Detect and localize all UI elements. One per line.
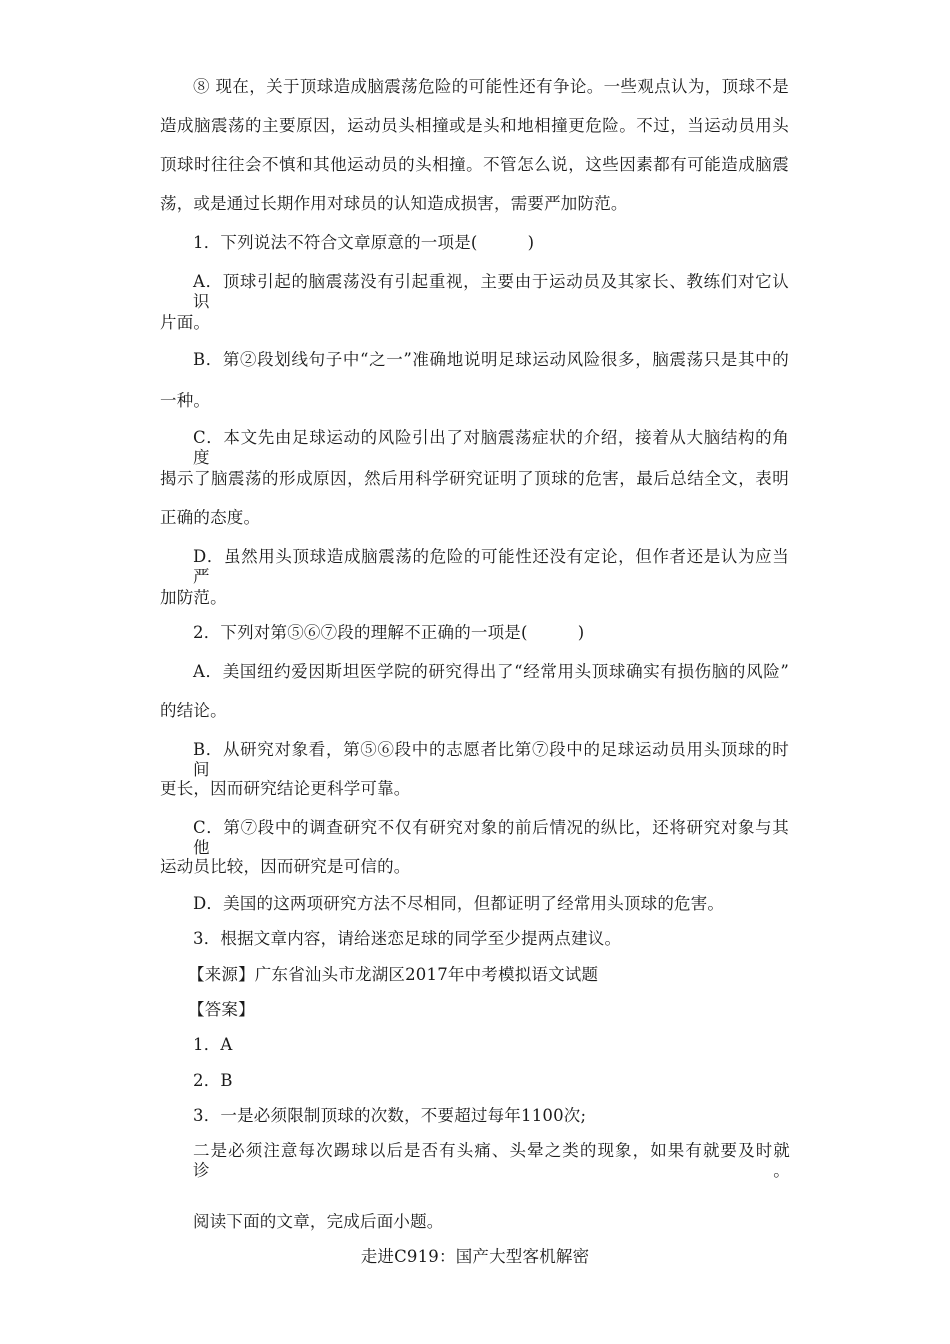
q2-option-a-line1: A．美国纽约爱因斯坦医学院的研究得出了“经常用头顶球确实有损伤脑的风险” bbox=[193, 662, 789, 681]
q1-option-b-line2: 一种。 bbox=[160, 391, 211, 410]
q1-option-a-line2: 片面。 bbox=[160, 313, 211, 332]
answer-3-line2: 二是必须注意每次踢球以后是否有头痛、头晕之类的现象，如果有就要及时就诊。 bbox=[193, 1141, 790, 1180]
article-title: 走进C919：国产大型客机解密 bbox=[360, 1247, 590, 1266]
reading-instruction: 阅读下面的文章，完成后面小题。 bbox=[193, 1212, 444, 1231]
answer-3-line1: 3．一是必须限制顶球的次数，不要超过每年1100次; bbox=[193, 1106, 587, 1125]
q2-option-c-line2: 运动员比较，因而研究是可信的。 bbox=[160, 857, 411, 876]
para8-line4: 荡，或是通过长期作用对球员的认知造成损害，需要严加防范。 bbox=[160, 194, 628, 213]
q2-option-b-line2: 更长，因而研究结论更科学可靠。 bbox=[160, 779, 411, 798]
question-1-stem: 1．下列说法不符合文章原意的一项是( ) bbox=[193, 233, 535, 252]
q1-option-c-line1: C．本文先由足球运动的风险引出了对脑震荡症状的介绍，接着从大脑结构的角度 bbox=[193, 428, 789, 467]
q1-option-d-line1: D．虽然用头顶球造成脑震荡的危险的可能性还没有定论，但作者还是认为应当严 bbox=[193, 547, 789, 586]
q1-option-a-line1: A．顶球引起的脑震荡没有引起重视，主要由于运动员及其家长、教练们对它认识 bbox=[193, 272, 789, 311]
para8-line3: 顶球时往往会不慎和其他运动员的头相撞。不管怎么说，这些因素都有可能造成脑震 bbox=[160, 155, 789, 174]
answer-1: 1．A bbox=[193, 1035, 233, 1054]
answer-2: 2．B bbox=[193, 1071, 233, 1090]
question-2-stem: 2．下列对第⑤⑥⑦段的理解不正确的一项是( ) bbox=[193, 623, 585, 642]
q2-option-b-line1: B．从研究对象看，第⑤⑥段中的志愿者比第⑦段中的足球运动员用头顶球的时间 bbox=[193, 740, 789, 779]
para8-line1: ⑧ 现在，关于顶球造成脑震荡危险的可能性还有争论。一些观点认为，顶球不是 bbox=[193, 77, 789, 96]
q2-option-d: D．美国的这两项研究方法不尽相同，但都证明了经常用头顶球的危害。 bbox=[193, 894, 725, 913]
q2-option-c-line1: C．第⑦段中的调查研究不仅有研究对象的前后情况的纵比，还将研究对象与其他 bbox=[193, 818, 789, 857]
answer-header: 【答案】 bbox=[188, 1000, 255, 1019]
q1-option-c-line3: 正确的态度。 bbox=[160, 508, 261, 527]
question-3-stem: 3．根据文章内容，请给迷恋足球的同学至少提两点建议。 bbox=[193, 929, 622, 948]
q1-option-b-line1: B．第②段划线句子中“之一”准确地说明足球运动风险很多，脑震荡只是其中的 bbox=[193, 350, 789, 369]
q1-option-d-line2: 加防范。 bbox=[160, 588, 227, 607]
q1-option-c-line2: 揭示了脑震荡的形成原因，然后用科学研究证明了顶球的危害，最后总结全文，表明 bbox=[160, 469, 789, 488]
para8-line2: 造成脑震荡的主要原因，运动员头相撞或是头和地相撞更危险。不过，当运动员用头 bbox=[160, 116, 789, 135]
q2-option-a-line2: 的结论。 bbox=[160, 701, 227, 720]
source-line: 【来源】广东省汕头市龙湖区2017年中考模拟语文试题 bbox=[188, 965, 599, 984]
